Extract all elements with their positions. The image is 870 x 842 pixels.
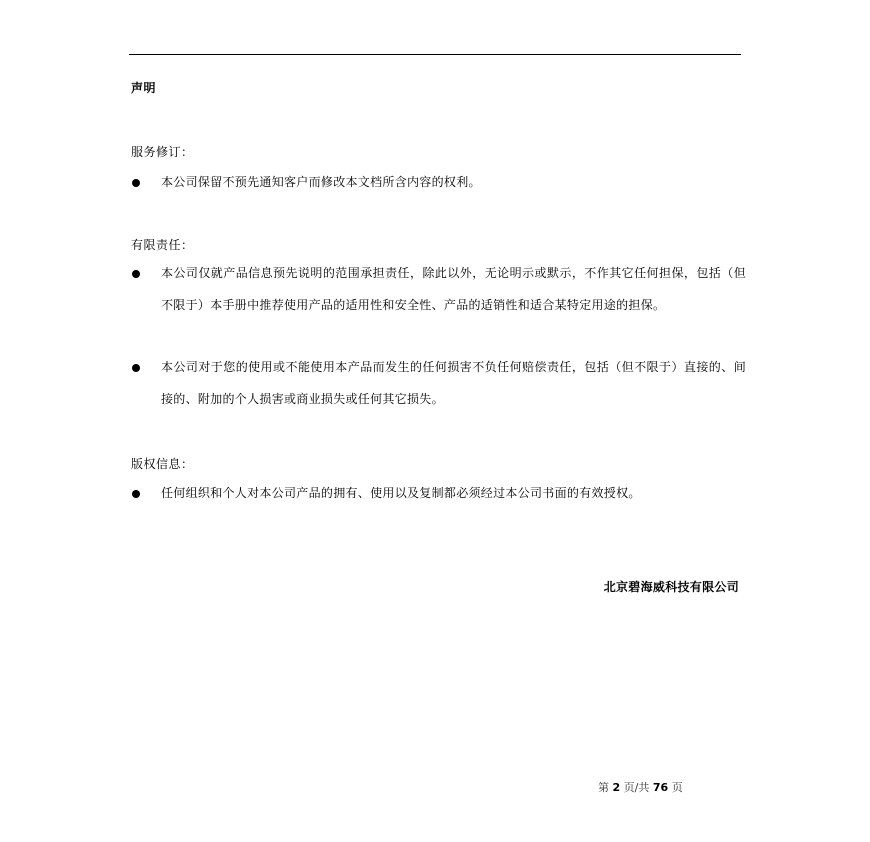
total-page-count: 76: [652, 781, 669, 794]
list-item: 本公司保留不预先通知客户而修改本文档所含内容的权利。: [161, 175, 481, 189]
bullet-icon: [132, 490, 140, 498]
section-heading-limited-liability: 有限责任：: [131, 238, 194, 252]
company-name: 北京碧海威科技有限公司: [603, 580, 739, 594]
list-item: 本公司仅就产品信息预先说明的范围承担责任，除此以外，无论明示或默示，不作其它任何担保，包括（但不限于）本手册中推荐使用产品的适用性和安全性、产品的适销性和适合某特定用途的担保。: [161, 266, 746, 312]
bullet-icon: [132, 179, 140, 187]
list-item: 任何组织和个人对本公司产品的拥有、使用以及复制都必须经过本公司书面的有效授权。: [161, 486, 641, 500]
current-page-number: 2: [612, 781, 621, 794]
footer-middle: 页/共: [623, 781, 650, 794]
header-rule: [129, 54, 741, 55]
section-heading-service-revision: 服务修订：: [131, 145, 194, 159]
list-item: 本公司对于您的使用或不能使用本产品而发生的任何损害不负任何赔偿责任，包括（但不限于）直接的、间接的、附加的个人损害或商业损失或任何其它损失。: [161, 360, 746, 406]
bullet-icon: [132, 364, 140, 372]
section-heading-copyright: 版权信息：: [131, 457, 194, 471]
bullet-icon: [132, 270, 140, 278]
footer-prefix: 第: [598, 781, 609, 794]
page-number-footer: [598, 779, 683, 795]
footer-suffix: 页: [671, 781, 683, 794]
page-title: 声明: [131, 81, 157, 95]
